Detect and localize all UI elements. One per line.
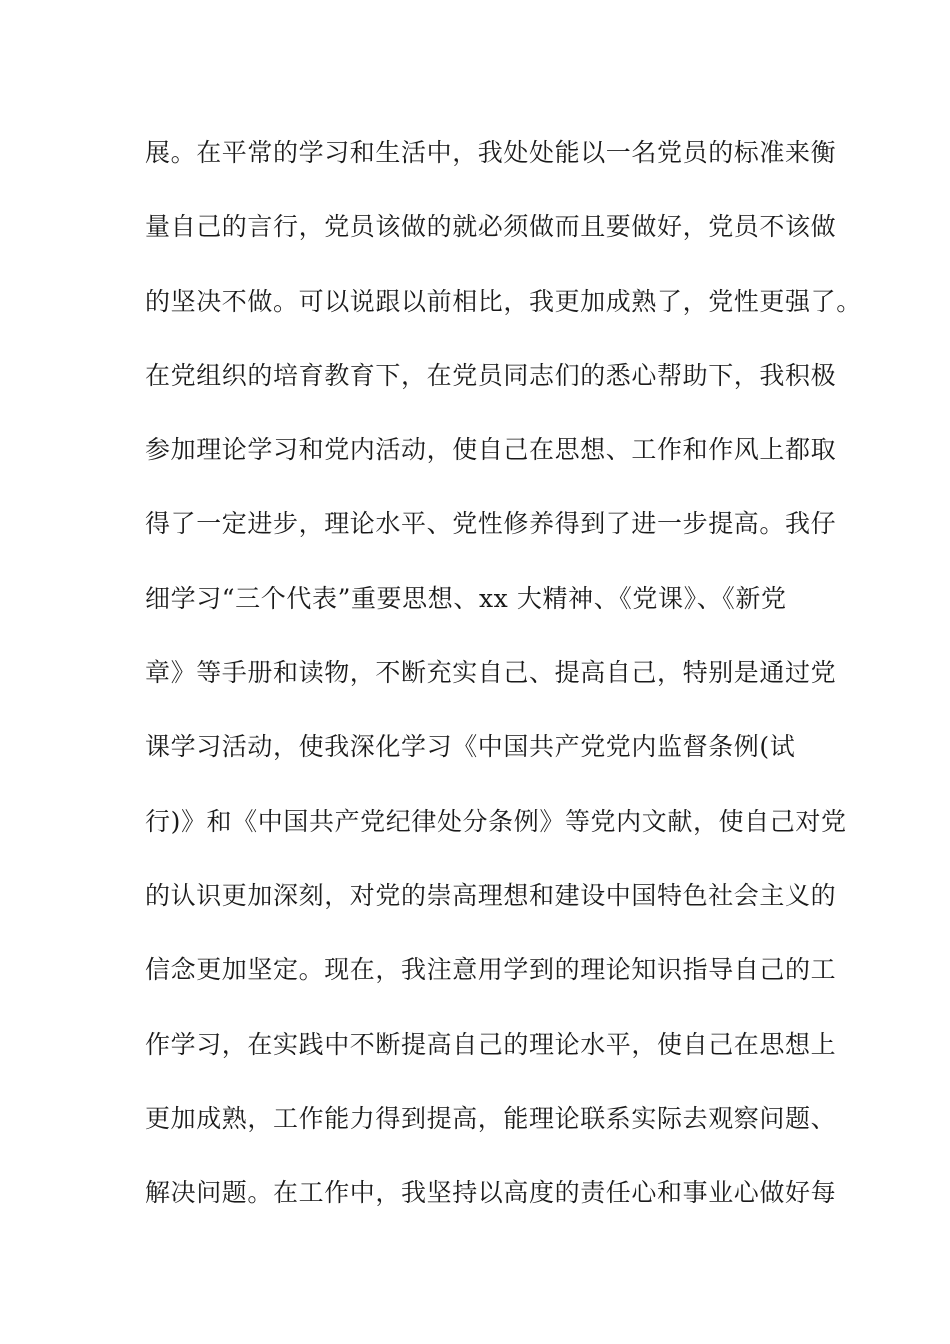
text-line: 行)》和《中国共产党纪律处分条例》等党内文献，使自己对党 [145, 806, 847, 836]
text-line: 参加理论学习和党内活动，使自己在思想、工作和作风上都取 [145, 435, 837, 465]
text-line: 更加成熟，工作能力得到提高，能理论联系实际去观察问题、 [145, 1103, 837, 1133]
text-line: 细学习“三个代表”重要思想、xx 大精神、《党课》、《新党 [145, 583, 787, 613]
text-line: 的坚决不做。可以说跟以前相比，我更加成熟了，党性更强了。 [145, 286, 862, 316]
text-line: 作学习，在实践中不断提高自己的理论水平，使自己在思想上 [145, 1029, 837, 1059]
text-line: 章》等手册和读物，不断充实自己、提高自己，特别是通过党 [145, 658, 837, 688]
text-line: 课学习活动，使我深化学习《中国共产党党内监督条例(试 [145, 732, 796, 762]
text-line: 的认识更加深刻，对党的崇高理想和建设中国特色社会主义的 [145, 880, 837, 910]
text-line: 在党组织的培育教育下，在党员同志们的悉心帮助下，我积极 [145, 360, 837, 390]
text-line: 量自己的言行，党员该做的就必须做而且要做好，党员不该做 [145, 212, 837, 242]
text-line: 解决问题。在工作中，我坚持以高度的责任心和事业心做好每 [145, 1178, 837, 1208]
text-line: 得了一定进步，理论水平、党性修养得到了进一步提高。我仔 [145, 509, 837, 539]
body-paragraph [145, 128, 862, 1242]
text-line: 信念更加坚定。现在，我注意用学到的理论知识指导自己的工 [145, 955, 837, 985]
text-line: 展。在平常的学习和生活中，我处处能以一名党员的标准来衡 [145, 138, 837, 167]
